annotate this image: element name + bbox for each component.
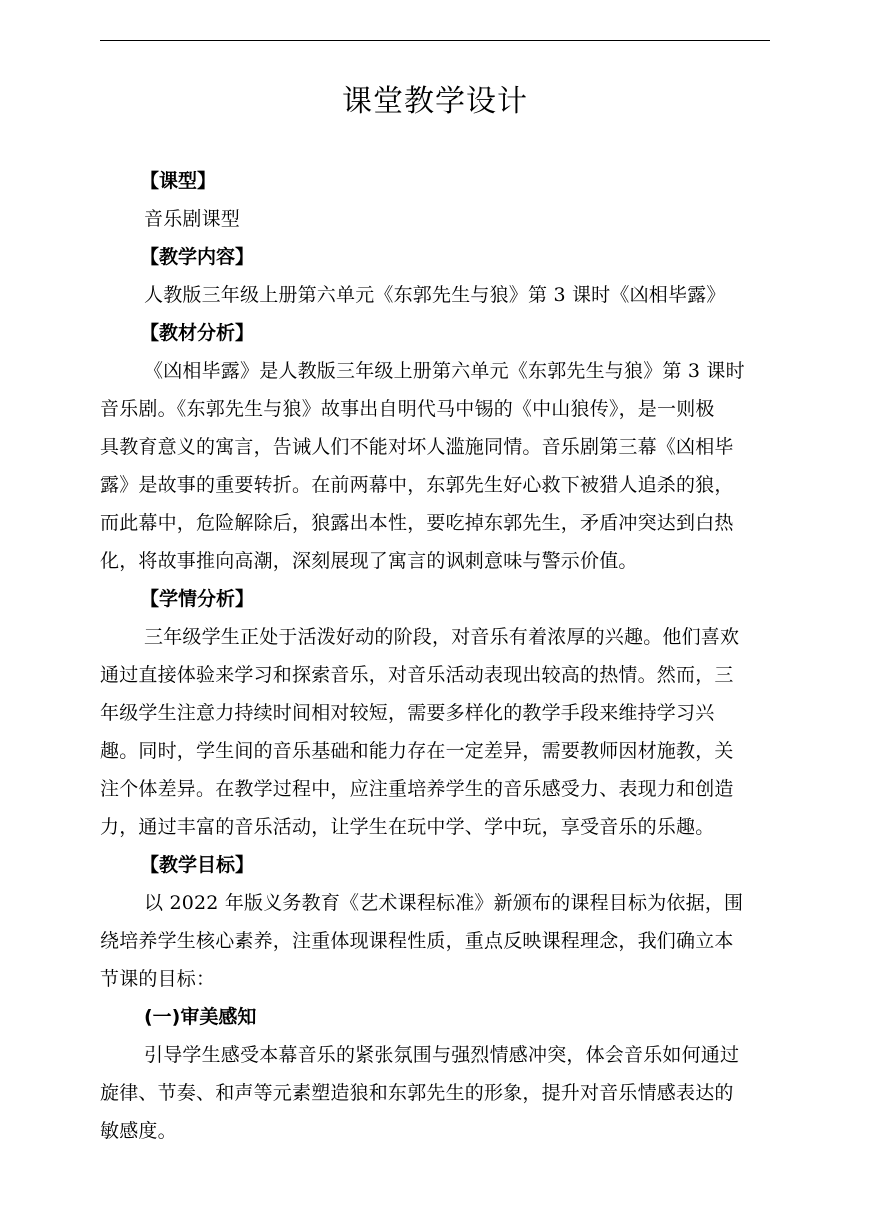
paragraph-line: 趣。同时，学生间的音乐基础和能力存在一定差异，需要教师因材施教，关 [100,740,734,762]
paragraph-line: 年级学生注意力持续时间相对较短，需要多样化的教学手段来维持学习兴 [100,702,715,724]
paragraph-line: 敏感度。 [100,1120,177,1142]
paragraph-line: 以 2022 年版义务教育《艺术课程标准》新颁布的课程目标为依据，围 [144,892,744,914]
subsection-heading-aesthetic-perception: (一)审美感知 [144,1006,257,1028]
paragraph-line: 音乐剧课型 [144,208,241,230]
paragraph-line: 音乐剧。《东郭先生与狼》故事出自明代马中锡的《中山狼传》，是一则极 [100,398,715,420]
section-heading-content: 【教学内容】 [140,246,255,268]
section-heading-material-analysis: 【教材分析】 [140,322,255,344]
paragraph-line: 而此幕中，危险解除后，狼露出本性，要吃掉东郭先生，矛盾冲突达到白热 [100,512,734,534]
section-heading-objectives: 【教学目标】 [140,854,255,876]
paragraph-line: 人教版三年级上册第六单元《东郭先生与狼》第 3 课时《凶相毕露》 [144,284,726,306]
paragraph-line: 化，将故事推向高潮，深刻展现了寓言的讽刺意味与警示价值。 [100,550,638,572]
paragraph-line: 引导学生感受本幕音乐的紧张氛围与强烈情感冲突，体会音乐如何通过 [144,1044,740,1066]
section-heading-course-type: 【课型】 [140,170,217,192]
paragraph-line: 具教育意义的寓言，告诫人们不能对坏人滥施同情。音乐剧第三幕《凶相毕 [100,436,734,458]
paragraph-line: 三年级学生正处于活泼好动的阶段，对音乐有着浓厚的兴趣。他们喜欢 [144,626,740,648]
header-rule [100,40,770,41]
document-body [100,162,770,1150]
paragraph-line: 《凶相毕露》是人教版三年级上册第六单元《东郭先生与狼》第 3 课时 [144,360,745,382]
paragraph-line: 通过直接体验来学习和探索音乐，对音乐活动表现出较高的热情。然而，三 [100,664,734,686]
paragraph-line: 露》是故事的重要转折。在前两幕中，东郭先生好心救下被猎人追杀的狼， [100,474,734,496]
paragraph-line: 绕培养学生核心素养，注重体现课程性质，重点反映课程理念，我们确立本 [100,930,734,952]
paragraph-line: 注个体差异。在教学过程中，应注重培养学生的音乐感受力、表现力和创造 [100,778,734,800]
section-heading-student-analysis: 【学情分析】 [140,588,255,610]
paragraph-line: 旋律、节奏、和声等元素塑造狼和东郭先生的形象，提升对音乐情感表达的 [100,1082,734,1104]
page-title: 课堂教学设计 [342,84,528,119]
paragraph-line: 节课的目标： [100,968,216,990]
paragraph-line: 力，通过丰富的音乐活动，让学生在玩中学、学中玩，享受音乐的乐趣。 [100,816,715,838]
